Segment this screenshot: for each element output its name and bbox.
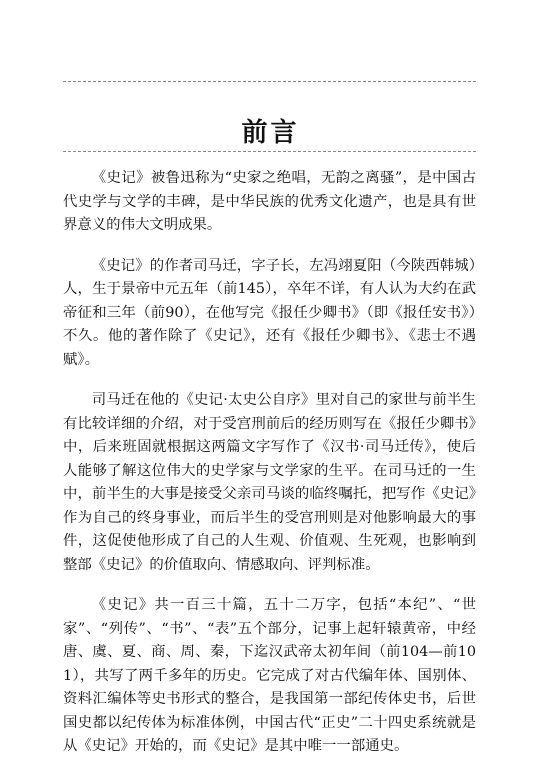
paragraph-3: 司马迁在他的《史记·太史公自序》里对自己的家世与前半生有比较详细的介绍，对于受宫刑前后的经历则写在《报任少卿书》中，后来班固就根据这两篇文字写作了《汉书·司马迁传》，使后人能够了解这位伟大的史学家与文学家的生平。在司马迁的一生中，前半生的大事是接受父亲司马谈的临终嘱托，把写作《史记》作为自己的终身事业，而后半生的受宫刑则是对他影响最大的事件，这促使他形成了自己的人生观、价值观、生死观，也影响到整部《史记》的价值取向、情感取向、评判标准。 <box>63 392 476 573</box>
page-title: 前言 <box>241 118 300 149</box>
body-text <box>63 167 476 776</box>
bottom-dashed-divider <box>63 151 476 152</box>
paragraph-2: 《史记》的作者司马迁，字子长，左冯翊夏阳（今陕西韩城）人，生于景帝中元五年（前145），卒年不详，有人认为大约在武帝征和三年（前90），在他写完《报任少卿书》（即《报任安书》）不久。他的著作除了《史记》，还有《报任少卿书》、《悲士不遇赋》。 <box>63 257 476 368</box>
paragraph-4: 《史记》共一百三十篇，五十二万字，包括“本纪”、“世家”、“列传”、“书”、“表”五个部分，记事上起轩辕黄帝，中经唐、虞、夏、商、周、秦，下迄汉武帝太初年间（前104—前101），共写了两千多年的历史。它完成了对古代编年体、国别体、资料汇编体等史书形式的整合，是我国第一部纪传体史书，后世国史都以纪传体为标准体例，中国古代“正史”二十四史系统就是从《史记》开始的，而《史记》是其中唯一一部通史。 <box>63 597 476 754</box>
top-dashed-divider <box>63 81 476 82</box>
paragraph-1: 《史记》被鲁迅称为“史家之绝唱，无韵之离骚”，是中国古代史学与文学的丰碑，是中华民族的优秀文化遗产，也是具有世界意义的伟大文明成果。 <box>63 170 476 233</box>
